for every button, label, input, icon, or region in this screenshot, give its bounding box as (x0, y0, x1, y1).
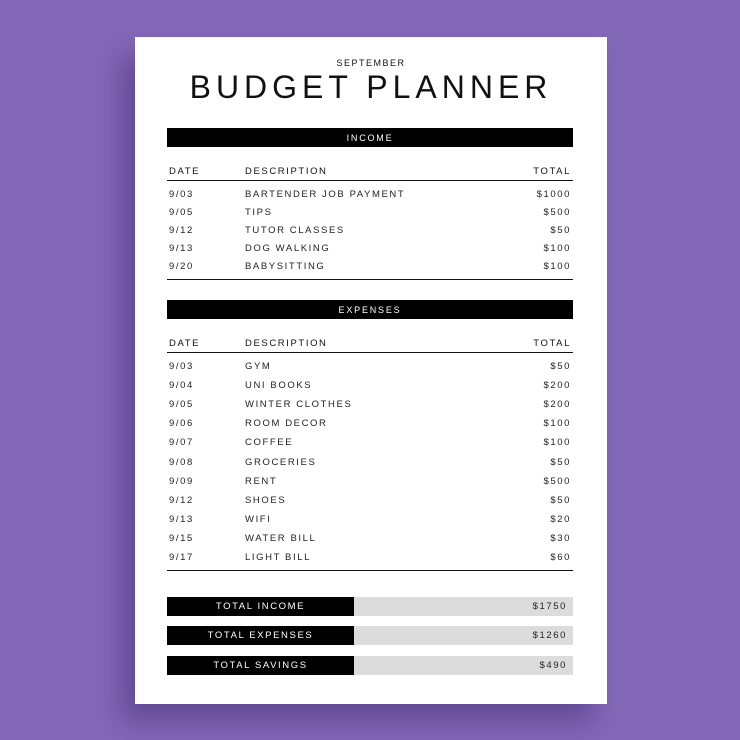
table-row (167, 548, 573, 567)
table-row (167, 357, 573, 376)
budget-planner-sheet (135, 37, 607, 704)
row-total: $100 (543, 243, 571, 255)
row-description: BABYSITTING (245, 261, 326, 273)
table-row (167, 491, 573, 510)
row-total: $200 (543, 399, 571, 411)
row-date: 9/12 (169, 224, 194, 236)
row-description: ROOM DECOR (245, 418, 328, 430)
row-total: $50 (550, 456, 571, 468)
column-header-total: TOTAL (533, 166, 571, 177)
row-total: $100 (543, 437, 571, 449)
table-row (167, 472, 573, 491)
row-date: 9/06 (169, 418, 194, 430)
summary-value: $1260 (354, 626, 573, 645)
row-date: 9/07 (169, 437, 194, 449)
table-row (167, 240, 573, 258)
row-date: 9/05 (169, 206, 194, 218)
row-total: $50 (550, 361, 571, 373)
row-total: $20 (550, 513, 571, 525)
summary-total-income (167, 597, 573, 616)
row-date: 9/03 (169, 188, 194, 200)
summary-label: TOTAL SAVINGS (167, 656, 354, 675)
summary-value: $490 (354, 656, 573, 675)
row-total: $60 (550, 551, 571, 563)
row-description: WINTER CLOTHES (245, 399, 353, 411)
summary-total-expenses (167, 626, 573, 645)
table-row (167, 203, 573, 221)
summary-value: $1750 (354, 597, 573, 616)
row-date: 9/20 (169, 261, 194, 273)
row-date: 9/03 (169, 361, 194, 373)
row-description: BARTENDER JOB PAYMENT (245, 188, 406, 200)
income-heading-bar (167, 128, 573, 147)
table-row (167, 185, 573, 203)
column-header-description: DESCRIPTION (245, 338, 328, 349)
table-row (167, 529, 573, 548)
row-date: 9/12 (169, 494, 194, 506)
row-description: DOG WALKING (245, 243, 331, 255)
summary-total-savings (167, 656, 573, 675)
row-total: $100 (543, 418, 571, 430)
month-label: SEPTEMBER (336, 58, 406, 68)
expenses-heading-bar (167, 300, 573, 319)
row-date: 9/04 (169, 380, 194, 392)
row-total: $500 (543, 475, 571, 487)
row-description: WATER BILL (245, 532, 317, 544)
table-row (167, 376, 573, 395)
row-total: $200 (543, 380, 571, 392)
column-header-date: DATE (169, 166, 201, 177)
column-header-description: DESCRIPTION (245, 166, 328, 177)
row-description: COFFEE (245, 437, 294, 449)
expense-rows (167, 353, 573, 571)
row-description: GROCERIES (245, 456, 317, 468)
income-heading: INCOME (346, 132, 394, 143)
summary-label: TOTAL INCOME (167, 597, 354, 616)
expenses-heading: EXPENSES (338, 304, 402, 315)
row-date: 9/13 (169, 243, 194, 255)
column-header-total: TOTAL (533, 338, 571, 349)
row-total: $50 (550, 224, 571, 236)
row-date: 9/13 (169, 513, 194, 525)
expenses-table-header (167, 329, 573, 353)
row-total: $100 (543, 261, 571, 273)
table-row (167, 433, 573, 452)
page-title: BUDGET PLANNER (189, 69, 553, 105)
row-total: $50 (550, 494, 571, 506)
row-description: LIGHT BILL (245, 551, 311, 563)
row-description: GYM (245, 361, 272, 373)
column-header-date: DATE (169, 338, 201, 349)
table-row (167, 395, 573, 414)
row-total: $30 (550, 532, 571, 544)
row-date: 9/08 (169, 456, 194, 468)
row-description: TUTOR CLASSES (245, 224, 345, 236)
income-table (167, 157, 573, 280)
row-total: $500 (543, 206, 571, 218)
income-rows (167, 181, 573, 280)
row-date: 9/17 (169, 551, 194, 563)
row-date: 9/15 (169, 532, 194, 544)
row-description: WIFI (245, 513, 272, 525)
row-description: UNI BOOKS (245, 380, 313, 392)
row-description: TIPS (245, 206, 273, 218)
income-table-header (167, 157, 573, 181)
row-date: 9/05 (169, 399, 194, 411)
summary-label: TOTAL EXPENSES (167, 626, 354, 645)
row-description: SHOES (245, 494, 287, 506)
table-row (167, 510, 573, 529)
table-row (167, 258, 573, 276)
row-total: $1000 (536, 188, 571, 200)
table-row (167, 414, 573, 433)
table-row (167, 221, 573, 239)
row-date: 9/09 (169, 475, 194, 487)
expenses-table (167, 329, 573, 571)
table-row (167, 452, 573, 471)
row-description: RENT (245, 475, 278, 487)
